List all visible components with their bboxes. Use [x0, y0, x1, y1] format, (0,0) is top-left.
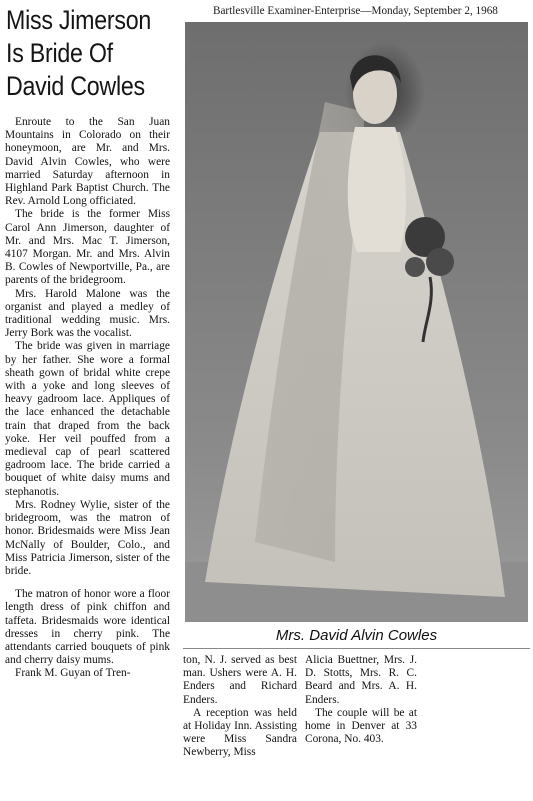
paragraph: Enroute to the San Juan Mountains in Colorado on their honeymoon, are Mr. and Mrs. David Alvin Cowles, who were married Saturday afternoon in Highland Park Baptist Church. The Rev. Arnold Long officiated. — [5, 116, 170, 208]
paragraph: The couple will be at home in Denver at 33 Corona, No. 403. — [305, 706, 417, 746]
paragraph: Alicia Buettner, Mrs. J. D. Stotts, Mrs. R. C. Beard and Mrs. A. H. Enders. — [305, 654, 417, 706]
paragraph: A reception was held at Holiday Inn. Assisting were Miss Sandra Newberry, Miss — [183, 706, 297, 759]
headline — [6, 4, 152, 103]
article-column-3 — [305, 654, 417, 746]
photo-caption: Mrs. David Alvin Cowles — [275, 627, 438, 644]
paragraph: ton, N. J. served as best man. Ushers were A. H. Enders and Richard Enders. — [183, 654, 297, 706]
headline-line-2: Is Bride Of — [6, 38, 113, 68]
paragraph: Frank M. Guyan of Tren- — [15, 667, 131, 680]
paragraph: Mrs. Harold Malone was the organist and played a medley of traditional wedding music. Mrs. Jerry Bork was the vocalist. — [5, 287, 170, 340]
paragraph: Mrs. Rodney Wylie, sister of the bridegroom, was the matron of honor. Bridesmaids were Miss Jean McNally of Boulder, Colo., and Miss Patricia Jimerson, sister of the bride. — [5, 498, 170, 577]
paragraph: The matron of honor wore a floor length dress of pink chiffon and taffeta. Bridesmaids wore identical dresses in cherry pink. The attendants carried bouquets of pink and cherry daisy mums. — [5, 588, 170, 667]
headline-line-1: Miss Jimerson — [6, 5, 152, 35]
article-column-1 — [5, 116, 170, 681]
bride-photo — [185, 22, 528, 622]
dateline: Bartlesville Examiner-Enterprise—Monday, September 2, 1968 — [213, 5, 498, 17]
divider — [183, 648, 530, 649]
bride-photo-icon — [185, 22, 528, 622]
paragraph: The bride is the former Miss Carol Ann Jimerson, daughter of Mr. and Mrs. Mac T. Jimerson, 4107 Morgan. Mr. and Mrs. Alvin B. Cowles of Newportville, Pa., are parents of the bridegroom. — [5, 208, 170, 287]
headline-line-3: David Cowles — [6, 71, 145, 101]
article-column-2 — [183, 654, 297, 760]
paragraph: The bride was given in marriage by her father. She wore a formal sheath gown of bridal white crepe with a yoke and long sleeves of heavy gadroom lace. Appliques of the lace enhanced the detachable train that draped from the back yoke. Her veil pouffed from a medieval cap of pearl scattered gadroom lace. The bride carried a bouquet of white daisy mums and stephanotis. — [5, 340, 170, 498]
